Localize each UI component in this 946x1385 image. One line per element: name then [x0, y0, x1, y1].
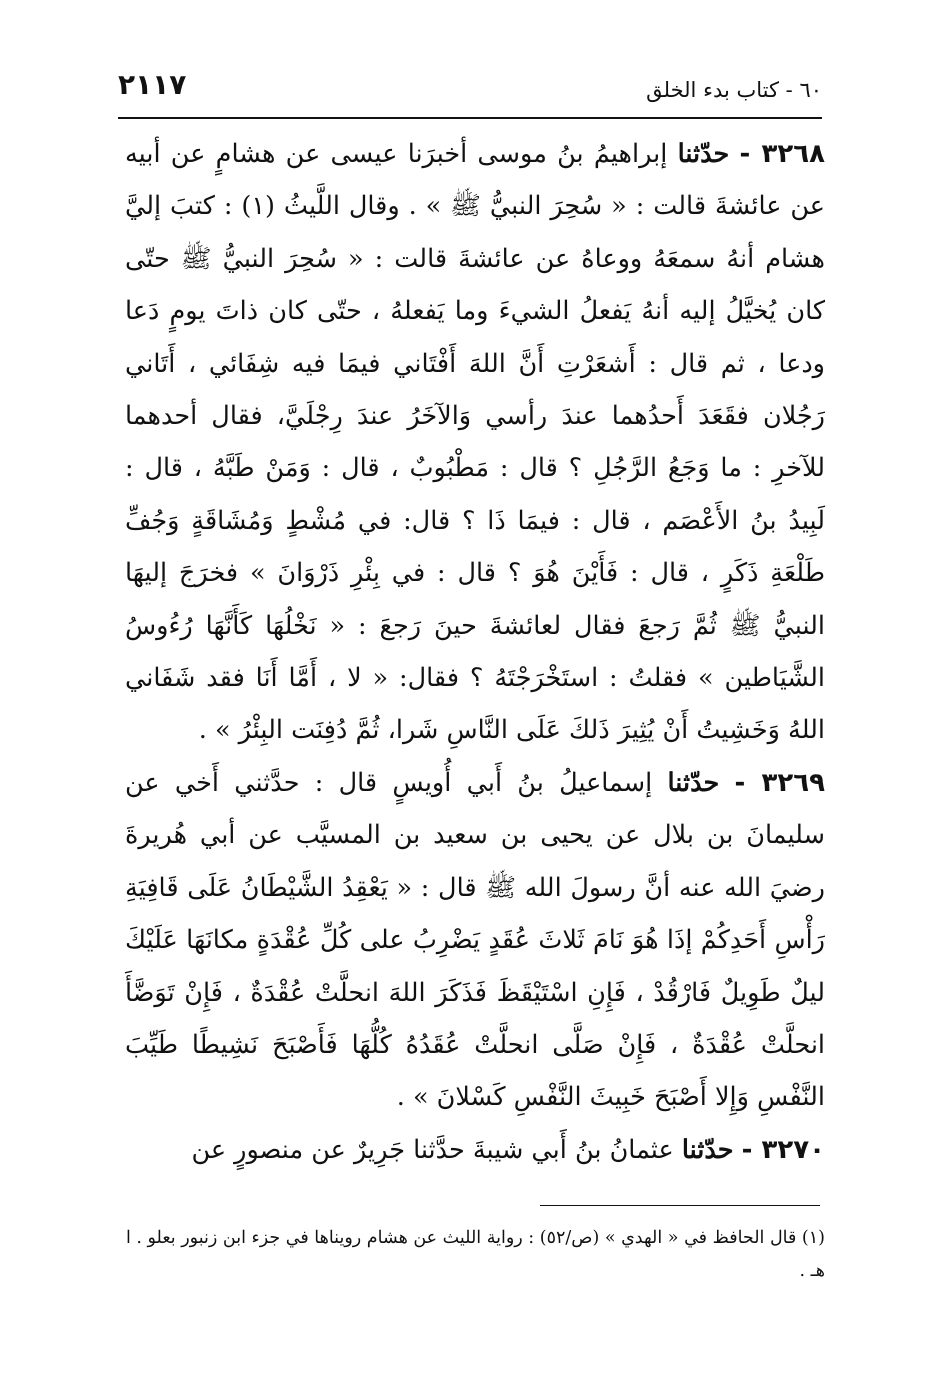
- footnote-rule: [540, 1205, 820, 1206]
- hadith-text: عثمانُ بنُ أَبي شيبةَ حدَّثنا جَرِيرٌ عن منصورٍ عن: [191, 1134, 674, 1165]
- hadith-3268: [125, 128, 825, 757]
- narration-word: حدّثنا: [677, 139, 730, 169]
- footnote: (١) قال الحافظ في « الهدي » (ص/٥٢) : رواية الليث عن هشام رويناها في جزء ابن زنبور بعلو . ا هـ .: [125, 1228, 825, 1281]
- hadith-number: ٣٢٦٨ -: [739, 139, 826, 169]
- chapter-title: ٦٠ - كتاب بدء الخلق: [646, 78, 822, 102]
- page-number: ٢١١٧: [118, 68, 187, 101]
- main-text: [125, 128, 825, 1176]
- narration-word: حدّثنا: [667, 767, 720, 798]
- hadith-3270: [125, 1124, 825, 1176]
- header-rule: [118, 117, 822, 119]
- hadith-3269: [125, 757, 825, 1124]
- hadith-text: إبراهيمُ بنُ موسى أخبرَنا عيسى عن هشامٍ عن أبيه عن عائشةَ قالت : « سُحِرَ النبيُّ ﷺ » . وقال اللَّيثُ (١) : كتبَ إليَّ هشام أنهُ سمعَهُ ووعاهُ عن عائشةَ قالت : « سُحِرَ النبيُّ ﷺ حتّى كان يُخيَّلُ إليه أنهُ يَفعلُ الشيءَ وما يَفعلهُ ، حتّى كان ذاتَ يومٍ دَعا ودعا ، ثم قال : أَشعَرْتِ أَنَّ اللهَ أَفْتَاني فيمَا فيه شِفَائي ، أَتَاني رَجُلان فقَعَدَ أَحدُهما عندَ رأسي وَالآخَرُ عندَ رِجْلَيَّ، فقال أحدهما للآخرِ : ما وَجَعُ الرَّجُلِ ؟ قال : مَطْبُوبٌ ، قال : وَمَنْ طَبَّهُ ، قال : لَبِيدُ بنُ الأَعْصَم ، قال : فيمَا ذَا ؟ قال: في مُشْطٍ وَمُشَاقَةٍ وَجُفِّ طَلْعَةِ ذَكَرٍ ، قال : فَأَيْنَ هُوَ ؟ قال : في بِئْرِ ذَرْوَانَ » فخرَجَ إليهَا النبيُّ ﷺ ثُمَّ رَجعَ فقال لعائشةَ حينَ رَجعَ : « نَخْلُهَا كَأَنَّهَا رُءُوسُ الشَّيَاطين » فقلتُ : استَخْرَجْتَهُ ؟ فقال: « لا ، أَمَّا أَنَا فقد شَفَاني اللهُ وَخَشِيتُ أَنْ يُثِيرَ ذَلكَ عَلَى النَّاسِ شَرا، ثُمَّ دُفِنَت البِئْرُ » .: [125, 139, 825, 746]
- hadith-number: ٣٢٦٩ -: [734, 767, 826, 798]
- narration-word: حدّثنا: [681, 1134, 734, 1165]
- hadith-text: إسماعيلُ بنُ أَبي أُويسٍ قال : حدَّثني أَخي عن سليمانَ بن بلال عن يحيى بن سعيد بن المسيَّب عن أبي هُريرةَ رضيَ الله عنه أنَّ رسولَ الله ﷺ قال : « يَعْقِدُ الشَّيْطَانُ عَلَى قَافِيَةِ رَأْسِ أَحَدِكُمْ إذَا هُوَ نَامَ ثَلاثَ عُقَدٍ يَضْرِبُ على كُلِّ عُقْدَةٍ مكانَهَا عَلَيْكَ ليلٌ طَوِيلٌ فَارْقُدْ ، فَإِنِ اسْتَيْقَظَ فَذَكَرَ اللهَ انحلَّتْ عُقْدَةٌ ، فَإِنْ تَوَضَّأَ انحلَّتْ عُقْدَةٌ ، فَإِنْ صَلَّى انحلَّتْ عُقَدُهُ كُلُّهَا فَأَصْبَحَ نَشِيطًا طَيِّبَ النَّفْسِ وَإِلا أَصْبَحَ خَبِيثَ النَّفْسِ كَسْلانَ » .: [125, 767, 825, 1113]
- hadith-number: ٣٢٧٠ -: [741, 1134, 825, 1165]
